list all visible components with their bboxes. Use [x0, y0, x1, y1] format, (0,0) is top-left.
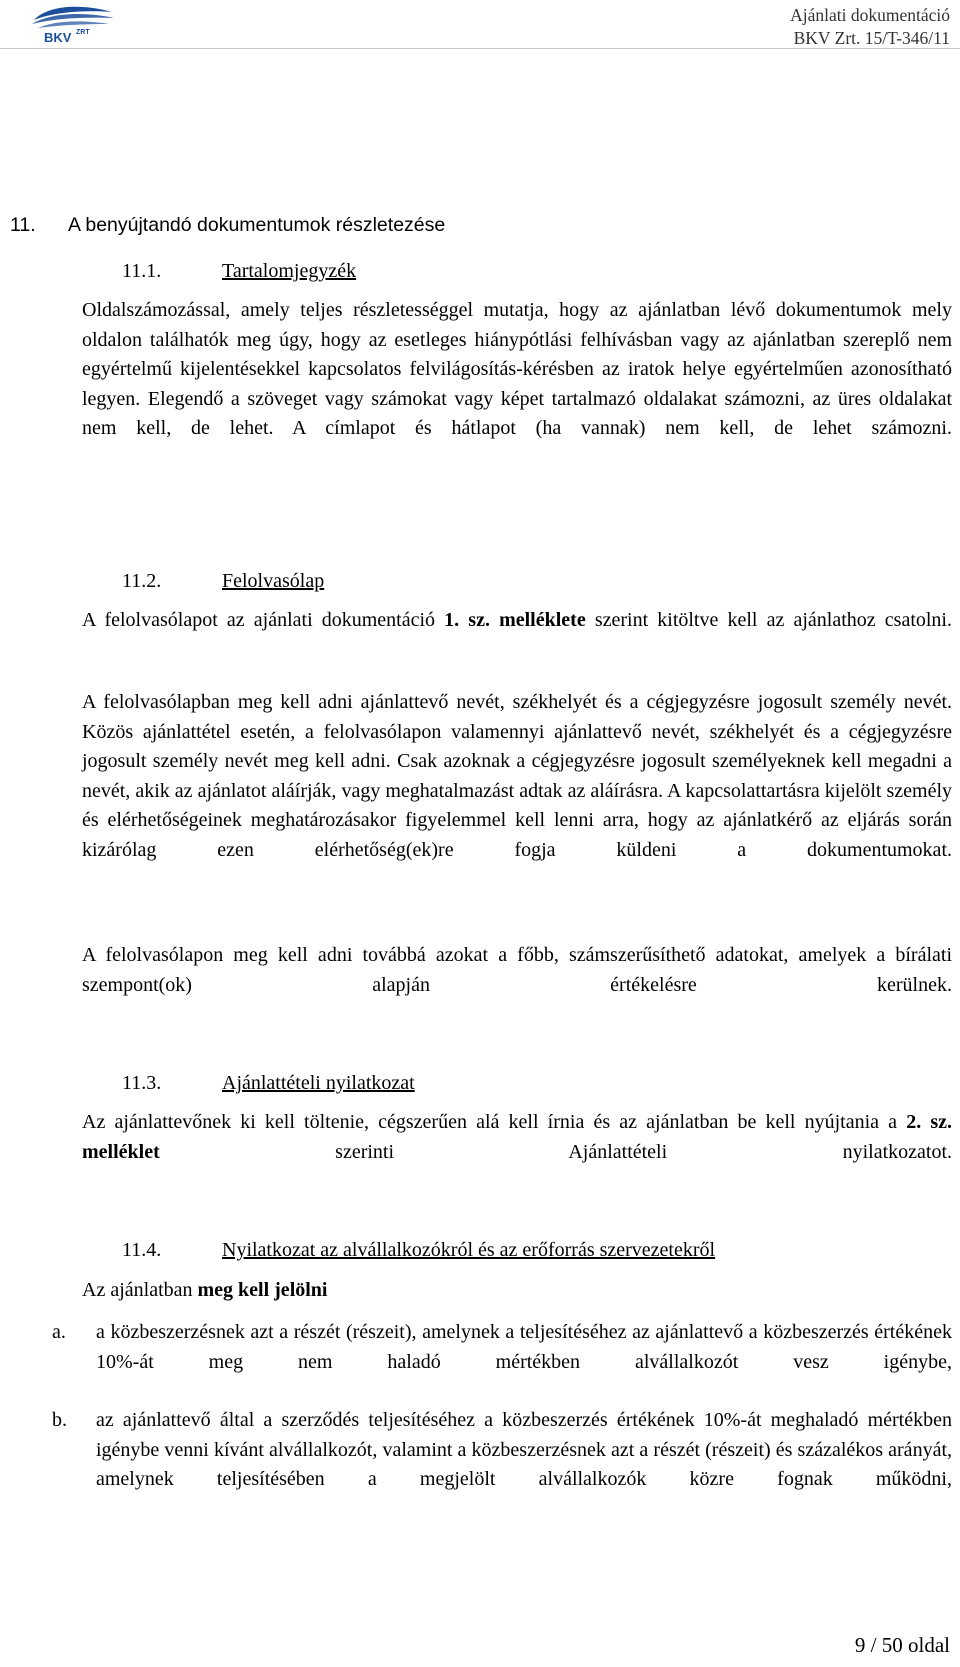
subsection-title: Felolvasólap [222, 570, 325, 592]
section-title: A benyújtandó dokumentumok részletezése [68, 214, 446, 236]
subsection-title: Nyilatkozat az alvállalkozókról és az erőforrás szervezetekről [222, 1239, 716, 1261]
subsection-heading-11-4 [122, 1237, 716, 1263]
subsection-number: 11.4. [122, 1239, 162, 1261]
text-run: szerint kitöltve kell az ajánlathoz csatolni. [585, 609, 952, 631]
subsection-heading-11-1 [122, 258, 357, 284]
subsection-number: 11.1. [122, 260, 162, 282]
paragraph-felolvasolap-3: A felolvasólapon meg kell adni továbbá azokat a főbb, számszerűsíthető adatokat, amelyek a bírálati szempont(ok) alapján értékelésre kerülnek. [82, 944, 952, 996]
list-item-text: a közbeszerzésnek azt a részét (részeit), amelynek a teljesítéséhez az ajánlattevő a közbeszerzés értékének 10%-át meg nem haladó mértékben alvállalkozót vesz igénybe, [96, 1321, 952, 1373]
subsection-number: 11.2. [122, 570, 162, 592]
bold-run: 1. sz. melléklete [444, 609, 586, 631]
subsection-heading-11-2 [122, 568, 325, 594]
list-item-text: az ajánlattevő által a szerződés teljesítéséhez a közbeszerzés értékének 10%-át meghaladó mértékben igénybe venni kívánt alvállalkozót, valamint a közbeszerzésnek azt a részét (részeit) és százalékos arányát, amelynek teljesítésében a megjelölt alvállalkozók közre fognak működni, [96, 1409, 952, 1490]
text-run: Az ajánlattevőnek ki kell töltenie, cégszerűen alá kell írnia és az ajánlatban be kell nyújtania a [82, 1111, 907, 1133]
header-doc-title: Ajánlati dokumentáció [790, 5, 950, 25]
list-marker: a. [52, 1321, 66, 1343]
section-number: 11. [10, 214, 36, 236]
bold-run: 2. sz. melléklet [82, 1111, 953, 1163]
text-run: szerinti Ajánlattételi nyilatkozatot. [159, 1140, 952, 1163]
header-divider [0, 48, 960, 49]
subsection-title: Ajánlattételi nyilatkozat [222, 1072, 415, 1094]
paragraph-alvallalkozo-intro [82, 1276, 952, 1306]
svg-text:BKV: BKV [44, 30, 72, 45]
page-number: 9 / 50 oldal [854, 1633, 950, 1657]
bold-run: meg kell jelölni [197, 1279, 328, 1301]
paragraph-tartalomjegyzek: Oldalszámozással, amely teljes részletességgel mutatja, hogy az ajánlatban lévő dokumentumok mely oldalon találhatók meg úgy, hogy az esetleges hiánypótlási felhívásban vagy az ajánlatban szereplő nem egyértelmű kijelentésekkel kapcsolatos felvilágosítás-kérésben az iratok helye egyértelműen azonosítható legyen. Elegendő a szöveget vagy számokat vagy képet tartalmazó oldalakat számozni, az üres oldalakat nem kell, de lehet. A címlapot és hátlapot (ha vannak) nem kell, de lehet számozni. [82, 299, 952, 439]
subsection-number: 11.3. [122, 1072, 162, 1094]
text-run: Az ajánlatban [82, 1279, 198, 1301]
text-run: A felolvasólapot az ajánlati dokumentáció [82, 609, 445, 631]
section-heading [10, 213, 445, 237]
list-marker: b. [52, 1409, 67, 1431]
page-header [0, 0, 960, 48]
header-doc-ref: BKV Zrt. 15/T-346/11 [793, 28, 950, 48]
subsection-title: Tartalomjegyzék [222, 260, 357, 282]
header-doc-info [790, 4, 950, 50]
paragraph-felolvasolap-1 [82, 606, 952, 665]
bkv-logo [14, 2, 124, 46]
paragraph-ajanlattetel [82, 1108, 952, 1197]
subsection-heading-11-3 [122, 1070, 415, 1096]
paragraph-felolvasolap-2: A felolvasólapban meg kell adni ajánlattevő nevét, székhelyét és a cégjegyzésre jogosult személy nevét. Közös ajánlattétel esetén, a felolvasólapon valamennyi ajánlattevő nevét, székhelyét és a cégjegyzésre jogosult személy nevét meg kell adni. Csak azoknak a cégjegyzésre jogosult személyeknek kell megadni a nevét, akik az ajánlatot aláírják, vagy meghatalmazást adtak az aláírásra. A kapcsolattartásra kijelölt személy és elérhetőségeinek meghatározásakor figyelemmel kell lenni arra, hogy az ajánlatkérő az eljárás során kizárólag ezen elérhetőség(ek)re fogja küldeni a dokumentumokat. [82, 691, 952, 861]
svg-text:ZRT: ZRT [76, 29, 90, 36]
